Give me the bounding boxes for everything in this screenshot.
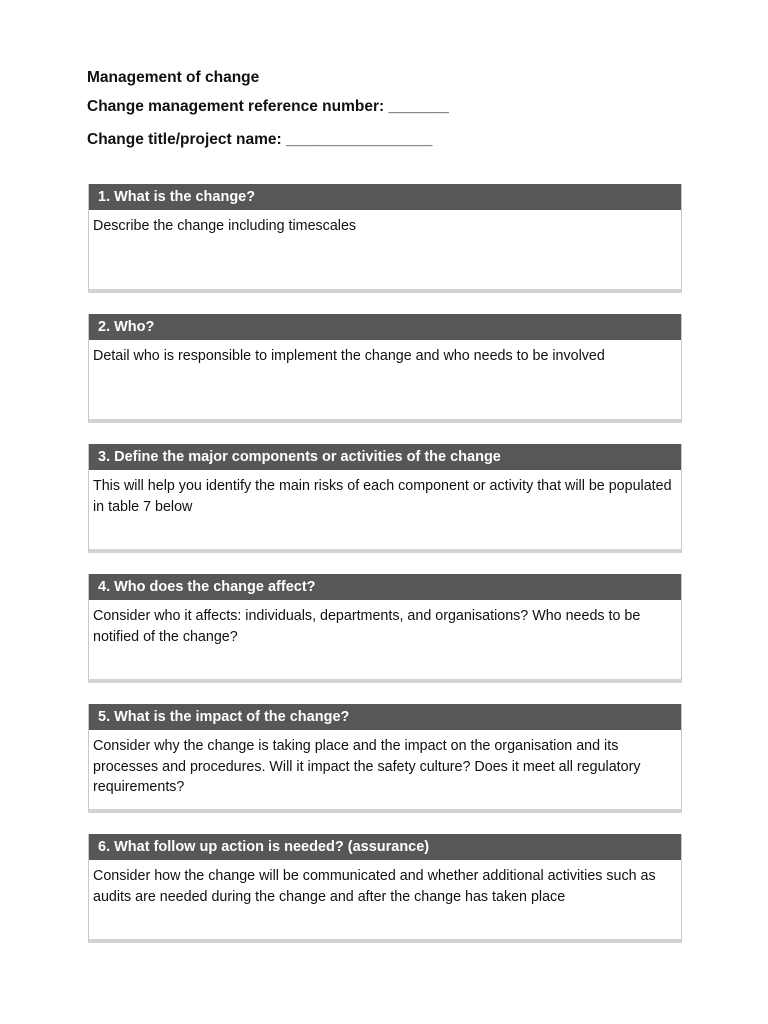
section-description: Detail who is responsible to implement the change and who needs to be involved [93,348,605,364]
section-heading: 2. Who? [89,314,681,340]
section-follow-up-action [88,834,682,943]
section-impact-of-change [88,704,682,813]
section-major-components [88,444,682,553]
section-description: Consider why the change is taking place and the impact on the organisation and its processes and procedures. Will it impact the safety culture? Does it meet all regulatory requirements? [93,738,641,795]
document-title: Management of change [87,69,260,86]
section-who [88,314,682,423]
section-heading: 6. What follow up action is needed? (assurance) [89,834,681,860]
section-description: Consider how the change will be communicated and whether additional activities such as audits are needed during the change and after the change has taken place [93,868,656,905]
reference-number-line: Change management reference number: _______ [87,98,449,115]
section-heading: 1. What is the change? [89,184,681,210]
section-description: Describe the change including timescales [93,218,357,234]
section-heading: 3. Define the major components or activities of the change [89,444,681,470]
section-description: Consider who it affects: individuals, departments, and organisations? Who needs to be notified of the change? [93,608,641,645]
section-description: This will help you identify the main risks of each component or activity that will be populated in table 7 below [93,478,672,515]
section-heading: 5. What is the impact of the change? [89,704,681,730]
section-heading: 4. Who does the change affect? [89,574,681,600]
section-what-is-the-change [88,184,682,293]
section-who-does-change-affect [88,574,682,683]
project-name-line: Change title/project name: _________________ [87,131,433,148]
